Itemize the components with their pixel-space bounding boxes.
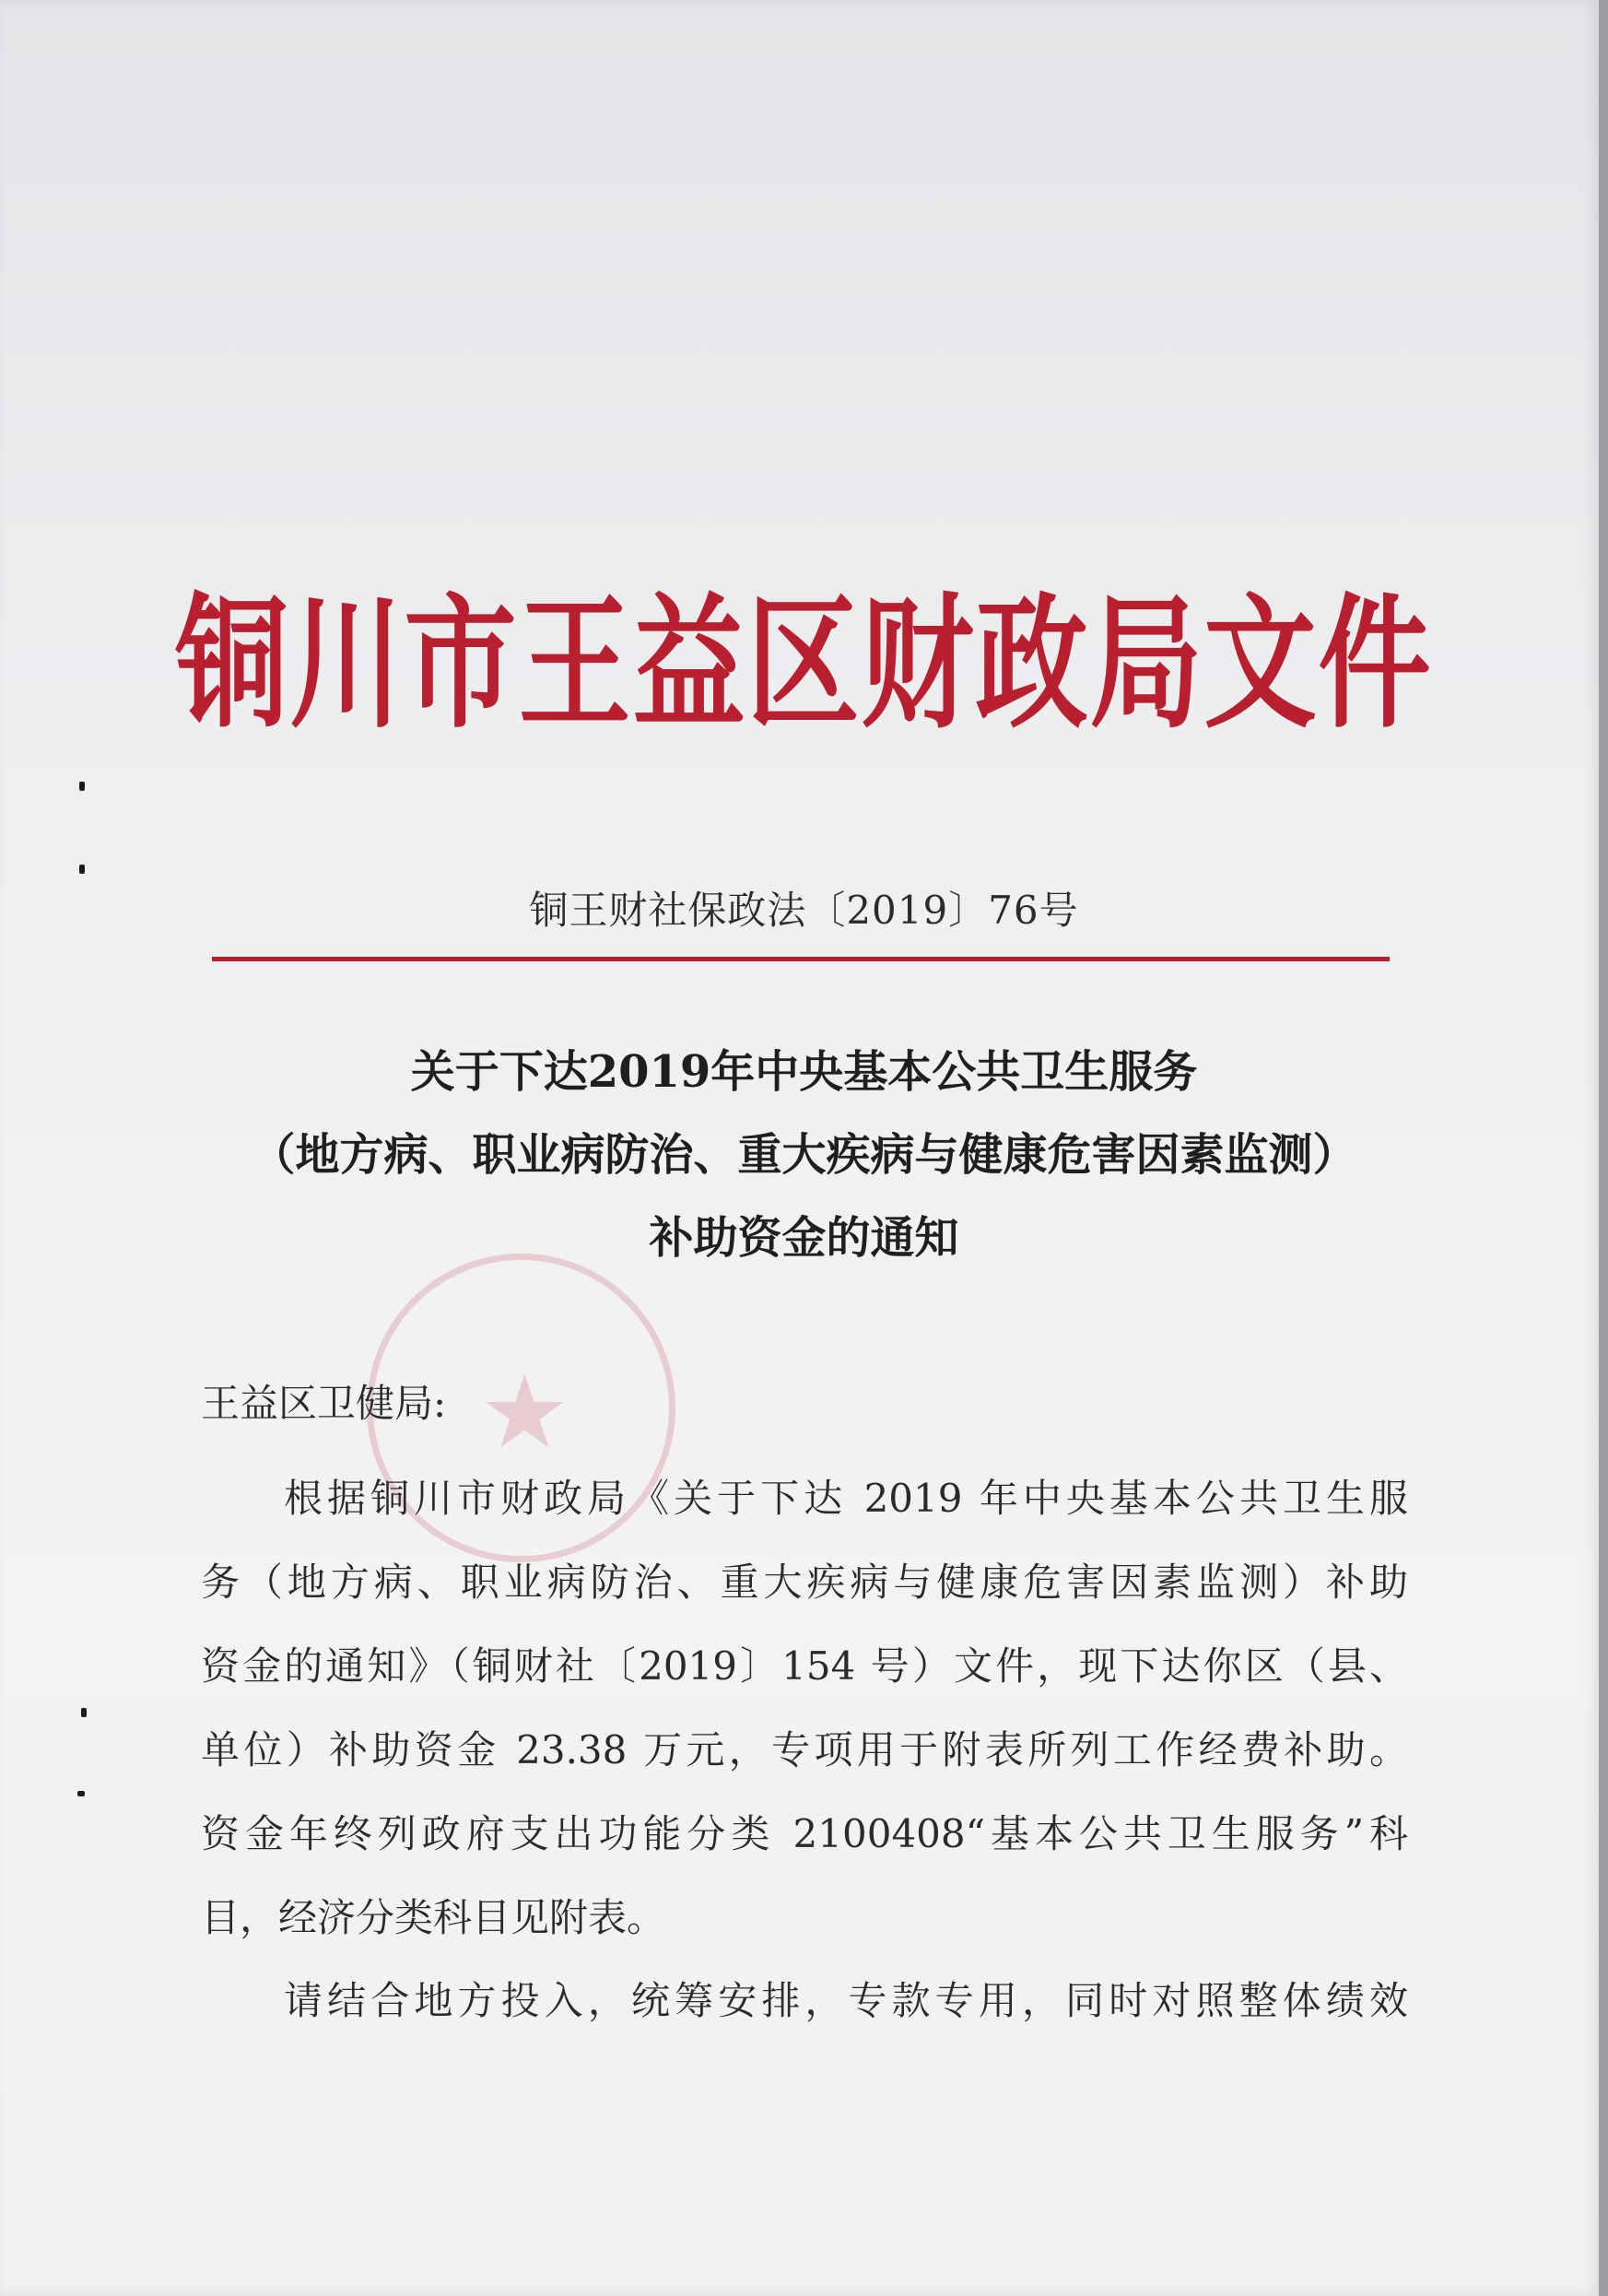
notice-title	[0, 1030, 1608, 1279]
paragraph-1-line: 务（地方病、职业病防治、重大疾病与健康危害因素监测）补助	[201, 1560, 1408, 1605]
seal-star-icon: ★	[479, 1353, 570, 1471]
scan-speck	[79, 865, 85, 874]
paragraph-2	[201, 1959, 1408, 2043]
paragraph-1	[201, 1456, 1408, 1960]
paragraph-2-line: 请结合地方投入，统筹安排，专款专用，同时对照整体绩效	[284, 1978, 1408, 2023]
paragraph-1-line: 单位）补助资金 23.38 万元，专项用于附表所列工作经费补助。	[201, 1727, 1408, 1772]
scan-speck	[77, 1791, 85, 1796]
notice-title-line-3: 补助资金的通知	[649, 1212, 959, 1264]
paragraph-1-line: 资金年终列政府支出功能分类 2100408“基本公共卫生服务”科	[201, 1811, 1408, 1856]
paragraph-1-line: 资金的通知》（铜财社〔2019〕154 号）文件，现下达你区（县、	[201, 1643, 1408, 1689]
paragraph-1-line: 目，经济分类科目见附表。	[201, 1895, 666, 1940]
salutation: 王益区卫健局:	[201, 1381, 447, 1426]
paragraph-1-line: 根据铜川市财政局《关于下达 2019 年中央基本公共卫生服	[284, 1476, 1408, 1521]
red-divider-line	[212, 957, 1390, 961]
scan-speck	[81, 1708, 87, 1717]
scan-speck	[79, 782, 85, 791]
notice-title-line-2: （地方病、职业病防治、重大疾病与健康危害因素监测）	[251, 1129, 1357, 1181]
issuer-title: 铜川市王益区财政局文件	[175, 580, 1433, 748]
document-number: 铜王财社保政法〔2019〕76号	[529, 888, 1079, 933]
notice-title-line-1: 关于下达2019年中央基本公共卫生服务	[410, 1046, 1198, 1098]
